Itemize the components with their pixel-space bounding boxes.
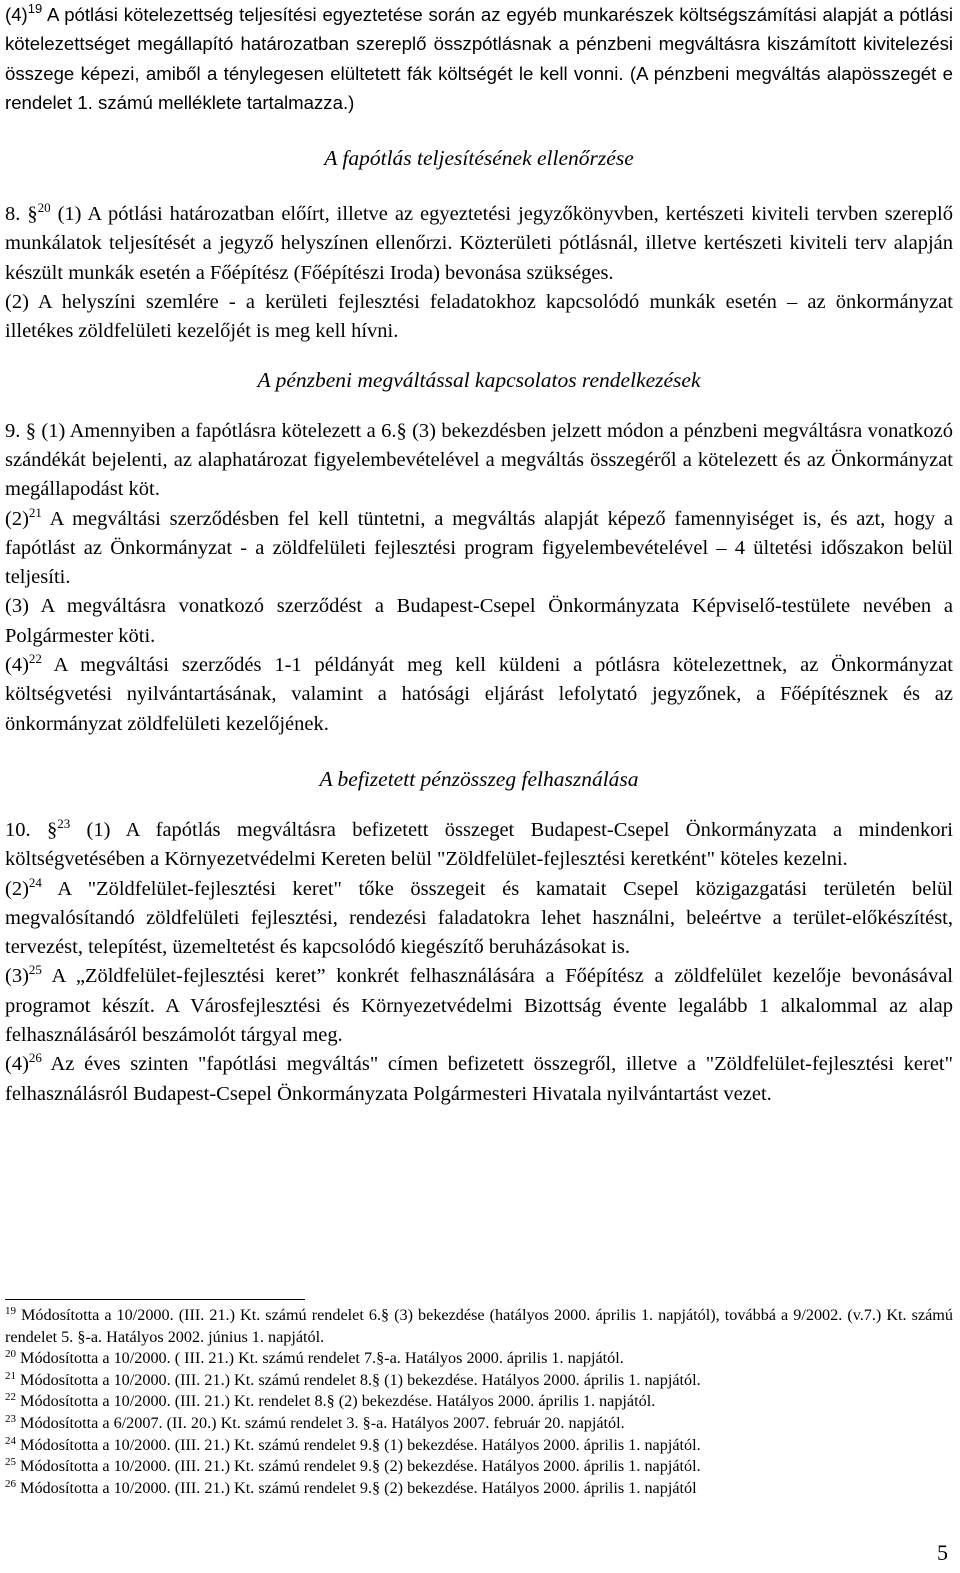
- footnote-number: 20: [5, 1348, 16, 1361]
- paragraph-text: (1) A pótlási határozatban előírt, illetve az egyeztetési jegyzőkönyvben, kertészeti kiviteli tervben szereplő munkálatok teljesítését a jegyző helyszínen ellenőrzi. Közterületi pótlásnál, illetve kertészeti kiviteli terv alapján készült munkák esetén a Főépítész (Főépítészi Iroda) bevonása szükséges.: [5, 203, 953, 284]
- footnote-text: Módosította a 10/2000. (III. 21.) Kt. rendelet 8.§ (2) bekezdése. Hatályos 2000. április 1. napjától.: [16, 1392, 656, 1411]
- paragraph-text: (1) A fapótlás megváltásra befizetett összeget Budapest-Csepel Önkormányzata a mindenkori költségvetésében a Környezetvédelmi Kereten belül "Zöldfelület-fejlesztési keretként" köteles kezelni.: [5, 818, 953, 871]
- footnote-ref[interactable]: 19: [27, 1, 43, 16]
- paragraph-9-2: [5, 505, 953, 593]
- footnote-text: Módosította a 10/2000. ( III. 21.) Kt. számú rendelet 7.§-a. Hatályos 2000. április 1. napjától.: [16, 1349, 624, 1368]
- section-heading-paid-amount-usage: A befizetett pénzösszeg felhasználása: [319, 766, 639, 791]
- footnote-text: Módosította a 10/2000. (III. 21.) Kt. számú rendelet 9.§ (2) bekezdése. Hatályos 2000. április 1. napjától.: [16, 1457, 701, 1476]
- footnote-26: [5, 1478, 953, 1500]
- paragraph-lead: (2): [5, 507, 29, 530]
- paragraph-text: Az éves szinten "fapótlási megváltás" címen befizetett összegről, illetve a "Zöldfelület-fejlesztési keret" felhasználásról Budapest-Csepel Önkormányzata Polgármesteri Hivatala nyilvántartást vezet.: [5, 1053, 953, 1105]
- footnote-ref[interactable]: 26: [28, 1050, 42, 1066]
- footnote-ref[interactable]: 23: [57, 815, 71, 831]
- footnote-number: 26: [5, 1477, 16, 1490]
- paragraph-lead: (4): [5, 654, 29, 677]
- paragraph-lead: (4): [5, 1053, 29, 1076]
- footnote-22: [5, 1391, 953, 1413]
- paragraph-10-4: [5, 1050, 953, 1109]
- footnote-19: [5, 1305, 953, 1348]
- paragraph-lead: (3): [5, 965, 29, 988]
- footnote-number: 23: [5, 1412, 16, 1425]
- footnote-20: [5, 1348, 953, 1370]
- footnote-ref[interactable]: 21: [28, 504, 42, 520]
- footnote-24: [5, 1435, 953, 1457]
- paragraph-lead: (4): [5, 4, 28, 25]
- section-heading-verification: A fapótlás teljesítésének ellenőrzése: [324, 146, 634, 171]
- footnote-text: Módosította a 10/2000. (III. 21.) Kt. számú rendelet 9.§ (1) bekezdése. Hatályos 2000. április 1. napjától.: [16, 1435, 701, 1454]
- paragraph-lead: (2): [5, 877, 29, 900]
- footnote-ref[interactable]: 20: [37, 200, 51, 216]
- paragraph-text: A "Zöldfelület-fejlesztési keret" tőke összegeit és kamatait Csepel közigazgatási területén belül megvalósítandó zöldfelületi fejlesztési, rendezési faladatokra lehet használni, beleértve a terület-előkészítést, tervezést, telepítést, üzemeltetést és kapcsolódó kiegészítő beruházásokat is.: [5, 877, 953, 959]
- footnote-text: Módosította a 10/2000. (III. 21.) Kt. számú rendelet 6.§ (3) bekezdése (hatályos 2000. április 1. napjától), továbbá a 9/2002. (v.7.) Kt. számú rendelet 5. §-a. Hatályos 2002. június 1. napjától.: [5, 1306, 953, 1346]
- paragraph-lead: 8. §: [5, 203, 38, 226]
- footnote-23: [5, 1413, 953, 1435]
- footnote-25: [5, 1456, 953, 1478]
- paragraph-10-3: [5, 962, 953, 1050]
- footnote-21: [5, 1370, 953, 1392]
- paragraph-9-3: (3) A megváltásra vonatkozó szerződést a Budapest-Csepel Önkormányzata Képviselő-testülete nevében a Polgármester köti.: [5, 595, 953, 647]
- section-heading-monetary-redemption: A pénzbeni megváltással kapcsolatos rendelkezések: [257, 367, 701, 392]
- footnote-text: Módosította a 6/2007. (II. 20.) Kt. számú rendelet 3. §-a. Hatályos 2007. február 20. napjától.: [16, 1413, 625, 1432]
- paragraph-text: A pótlási kötelezettség teljesítési egyeztetése során az egyéb munkarészek költségszámítási alapját a pótlási kötelezettséget megállapító határozatban szereplő összpótlásnak a pénzbeni megváltásra kiszámított kivitelezési összege képezi, amiből a ténylegesen elültetett fák költségét le kell vonni. (A pénzbeni megváltás alapösszegét e rendelet 1. számú melléklete tartalmazza.): [5, 4, 953, 113]
- footnote-ref[interactable]: 25: [28, 962, 42, 978]
- document-page: [5, 0, 953, 1109]
- footnote-separator: [5, 1299, 305, 1300]
- paragraph-7-4: [5, 0, 953, 117]
- paragraph-text: A megváltási szerződésben fel kell tüntetni, a megváltás alapját képező famennyiséget is, és azt, hogy a fapótlást az Önkormányzat - a zöldfelületi fejlesztési program figyelembevételével – 4 ültetési időszakon belül teljesíti.: [5, 507, 953, 589]
- footnote-number: 25: [5, 1456, 16, 1469]
- paragraph-8-2: (2) A helyszíni szemlére - a kerületi fejlesztési feladatokhoz kapcsolódó munkák esetén – az önkormányzat illetékes zöldfelületi kezelőjét is meg kell hívni.: [5, 291, 953, 343]
- footnote-ref[interactable]: 24: [28, 874, 42, 890]
- paragraph-text: A „Zöldfelület-fejlesztési keret” konkrét felhasználására a Főépítész a zöldfelület kezelője bevonásával programot készít. A Városfejlesztési és Környezetvédelmi Bizottság évente legalább 1 alkalommal az alap felhasználásáról beszámolót tárgyal meg.: [5, 965, 953, 1047]
- paragraph-9-4: [5, 651, 953, 739]
- paragraph-10-1: [5, 816, 953, 875]
- footnotes: [5, 1305, 953, 1499]
- paragraph-lead: 10. §: [5, 818, 58, 841]
- footnote-number: 21: [5, 1369, 16, 1382]
- footnote-text: Módosította a 10/2000. (III. 21.) Kt. számú rendelet 8.§ (1) bekezdése. Hatályos 2000. április 1. napjától.: [16, 1370, 701, 1389]
- paragraph-8-1: [5, 200, 953, 288]
- paragraph-10-2: [5, 875, 953, 963]
- footnote-text: Módosította a 10/2000. (III. 21.) Kt. számú rendelet 9.§ (2) bekezdése. Hatályos 2000. április 1. napjától: [16, 1478, 697, 1497]
- footnote-number: 22: [5, 1391, 16, 1404]
- paragraph-9-1: 9. § (1) Amennyiben a fapótlásra kötelezett a 6.§ (3) bekezdésben jelzett módon a pénzbeni megváltásra vonatkozó szándékát bejelenti, az alaphatározat figyelembevételével a megváltás összegéről a kötelezett és az Önkormányzat megállapodást köt.: [5, 419, 953, 501]
- paragraph-text: A megváltási szerződés 1-1 példányát meg kell küldeni a pótlásra kötelezettnek, az Önkormányzat költségvetési nyilvántartásának, valamint a hatósági eljárást lefolytató jegyzőnek, a Főépítésznek és az önkormányzat zöldfelületi kezelőjének.: [5, 654, 953, 735]
- footnote-number: 24: [5, 1434, 16, 1447]
- footnote-ref[interactable]: 22: [28, 651, 42, 667]
- footnote-number: 19: [5, 1305, 16, 1317]
- page-number: 5: [937, 1540, 948, 1565]
